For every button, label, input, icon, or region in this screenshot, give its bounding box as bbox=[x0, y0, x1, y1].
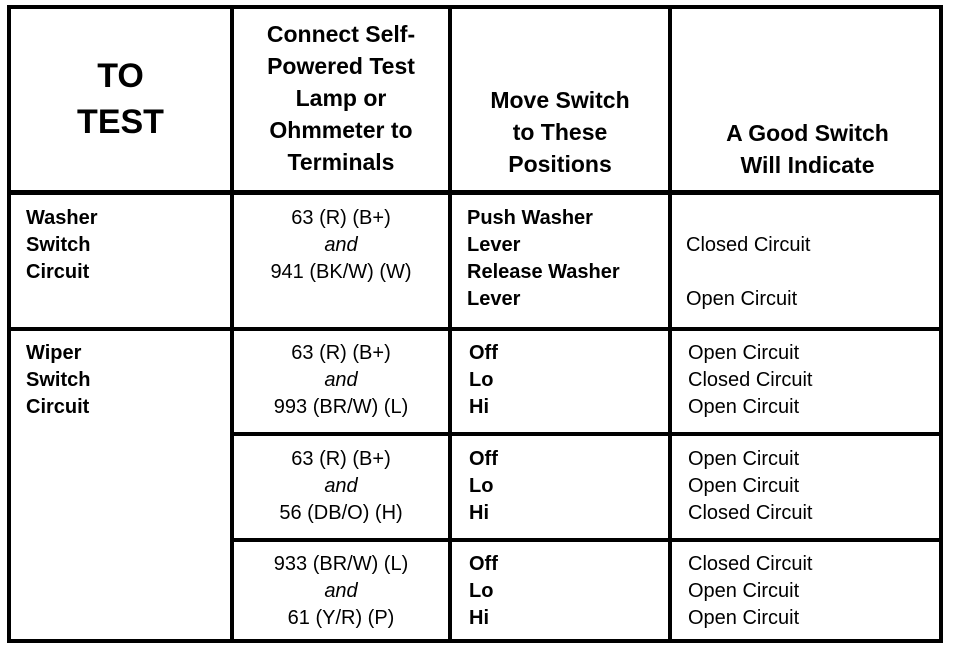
positions-cell bbox=[469, 340, 498, 421]
terminals-cell bbox=[234, 340, 448, 421]
indication-line: Open Circuit bbox=[688, 607, 800, 629]
header-line: Lamp or bbox=[295, 85, 387, 111]
terminal-and: and bbox=[324, 580, 358, 602]
section-name-line: Wiper bbox=[26, 342, 82, 364]
row-divider bbox=[230, 432, 939, 436]
position-line: Off bbox=[469, 448, 498, 470]
header-line: Will Indicate bbox=[740, 152, 875, 178]
header-connect-terminals bbox=[234, 18, 448, 178]
section-name-wiper bbox=[26, 340, 90, 421]
test-table bbox=[7, 5, 943, 643]
header-line: TO bbox=[97, 57, 144, 95]
position-line: Release Washer bbox=[467, 261, 620, 283]
position-line: Off bbox=[469, 553, 498, 575]
position-line: Lever bbox=[467, 288, 521, 310]
terminal-line: 61 (Y/R) (P) bbox=[287, 607, 395, 629]
indication-line: Open Circuit bbox=[688, 448, 800, 470]
indication-line: Open Circuit bbox=[688, 475, 800, 497]
indications-cell bbox=[686, 205, 810, 313]
positions-cell bbox=[469, 551, 498, 632]
position-line: Lo bbox=[469, 475, 494, 497]
terminal-and: and bbox=[324, 475, 358, 497]
header-move-switch bbox=[452, 84, 668, 180]
indication-line: Open Circuit bbox=[686, 288, 798, 310]
indication-line: Open Circuit bbox=[688, 396, 800, 418]
position-line: Off bbox=[469, 342, 498, 364]
header-line: Move Switch bbox=[490, 87, 630, 113]
section-name-line: Circuit bbox=[26, 261, 90, 283]
section-name-line: Switch bbox=[26, 369, 91, 391]
indications-cell bbox=[688, 446, 812, 527]
terminal-line: 933 (BR/W) (L) bbox=[273, 553, 409, 575]
position-line: Hi bbox=[469, 502, 489, 524]
header-good-switch bbox=[672, 117, 943, 181]
terminal-line: 63 (R) (B+) bbox=[291, 448, 391, 470]
indication-line: Closed Circuit bbox=[688, 502, 813, 524]
terminals-cell bbox=[234, 446, 448, 527]
terminal-and: and bbox=[324, 369, 358, 391]
terminal-line: 63 (R) (B+) bbox=[291, 342, 391, 364]
indication-line: Closed Circuit bbox=[688, 369, 813, 391]
header-line: Connect Self- bbox=[266, 21, 416, 47]
header-line: Powered Test bbox=[267, 53, 415, 79]
positions-cell bbox=[467, 205, 620, 313]
position-line: Lo bbox=[469, 369, 494, 391]
position-line: Lo bbox=[469, 580, 494, 602]
position-line: Hi bbox=[469, 396, 489, 418]
indications-cell bbox=[688, 551, 812, 632]
terminals-cell bbox=[234, 205, 448, 286]
indications-cell bbox=[688, 340, 812, 421]
positions-cell bbox=[469, 446, 498, 527]
section-name-line: Circuit bbox=[26, 396, 90, 418]
terminal-line: 993 (BR/W) (L) bbox=[273, 396, 409, 418]
header-line: Ohmmeter to bbox=[269, 117, 413, 143]
row-divider bbox=[230, 538, 939, 542]
indication-line: Closed Circuit bbox=[686, 234, 811, 256]
section-name-line: Washer bbox=[26, 207, 98, 229]
header-divider bbox=[11, 190, 939, 195]
terminal-and: and bbox=[324, 234, 358, 256]
position-line: Hi bbox=[469, 607, 489, 629]
indication-line: Open Circuit bbox=[688, 342, 800, 364]
section-divider bbox=[11, 327, 939, 331]
section-name-line: Switch bbox=[26, 234, 91, 256]
terminal-line: 63 (R) (B+) bbox=[291, 207, 391, 229]
header-to-test bbox=[11, 53, 230, 145]
header-line: to These bbox=[512, 119, 608, 145]
terminal-line: 56 (DB/O) (H) bbox=[279, 502, 403, 524]
terminals-cell bbox=[234, 551, 448, 632]
section-name-washer bbox=[26, 205, 98, 286]
column-divider bbox=[668, 9, 672, 639]
indication-line: Open Circuit bbox=[688, 580, 800, 602]
indication-line: Closed Circuit bbox=[688, 553, 813, 575]
position-line: Push Washer bbox=[467, 207, 593, 229]
terminal-line: 941 (BK/W) (W) bbox=[270, 261, 412, 283]
header-line: A Good Switch bbox=[726, 120, 889, 146]
header-line: Terminals bbox=[287, 149, 395, 175]
indication-line bbox=[686, 205, 810, 232]
header-line: Positions bbox=[508, 151, 612, 177]
indication-line bbox=[686, 259, 810, 286]
header-line: TEST bbox=[77, 103, 164, 141]
position-line: Lever bbox=[467, 234, 521, 256]
